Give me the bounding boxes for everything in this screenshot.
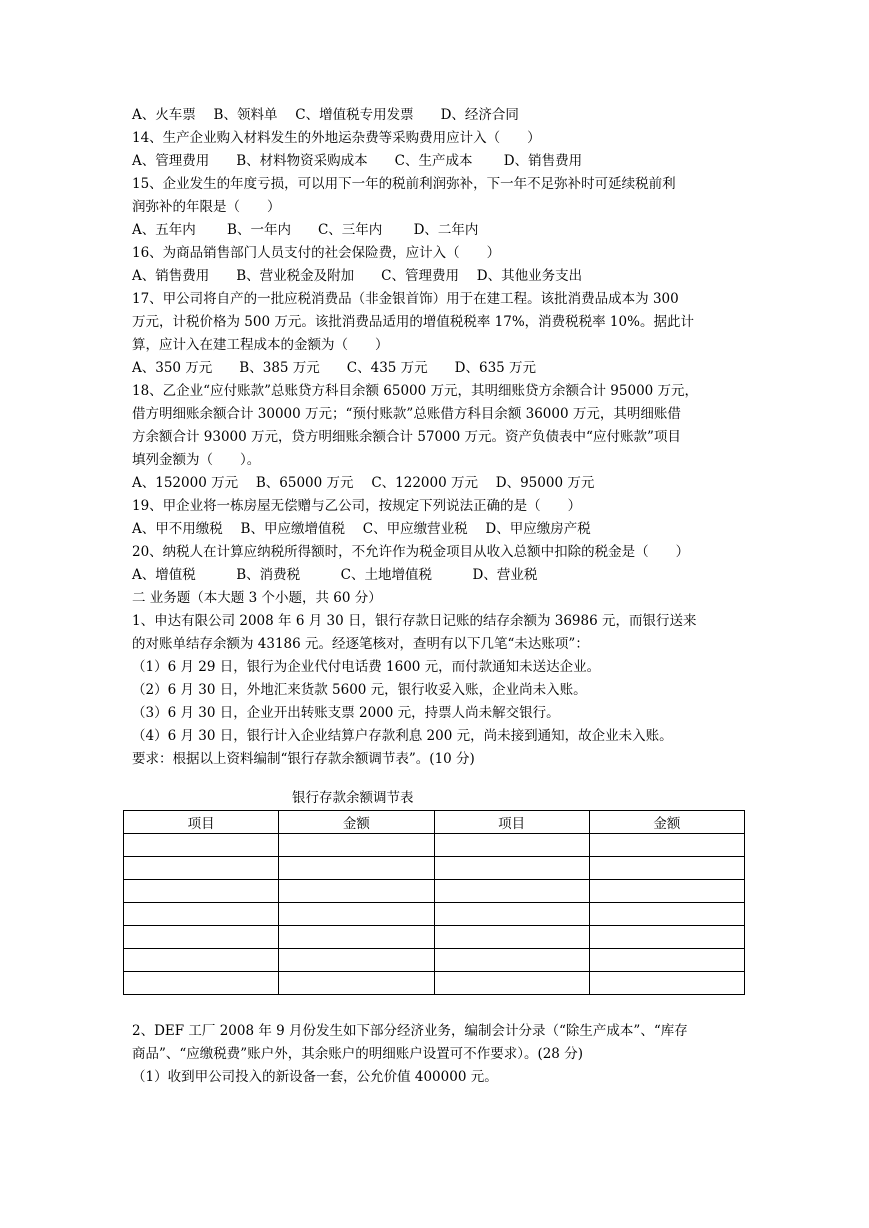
text-line: A、152000 万元 B、65000 万元 C、122000 万元 D、95000 万元 xyxy=(132,475,595,491)
table-cell[interactable] xyxy=(589,880,744,903)
table-cell[interactable] xyxy=(124,949,279,972)
text-line: 方余额合计 93000 万元，贷方明细账余额合计 57000 万元。资产负债表中“应付账款”项目 xyxy=(132,429,681,445)
text-line: （2）6 月 30 日，外地汇来货款 5600 元，银行收妥入账，企业尚未入账。 xyxy=(132,682,587,698)
text-line: 20、纳税人在计算应纳税所得额时，不允许作为税金项目从收入总额中扣除的税金是（ ） xyxy=(132,544,690,560)
text-line: A、五年内 B、一年内 C、三年内 D、二年内 xyxy=(132,222,479,238)
table-cell[interactable] xyxy=(279,903,434,926)
reconciliation-table xyxy=(123,810,745,995)
text-line: 16、为商品销售部门人员支付的社会保险费，应计入（ ） xyxy=(132,245,501,261)
text-line: 1、申达有限公司 2008 年 6 月 30 日，银行存款日记账的结存余额为 36986 元，而银行送来 xyxy=(132,613,697,629)
table-cell[interactable] xyxy=(589,857,744,880)
table-cell[interactable] xyxy=(434,857,589,880)
text-line: A、销售费用 B、营业税金及附加 C、管理费用 D、其他业务支出 xyxy=(132,268,583,284)
text-line: A、甲不用缴税 B、甲应缴增值税 C、甲应缴营业税 D、甲应缴房产税 xyxy=(132,521,591,537)
table-cell[interactable] xyxy=(589,926,744,949)
table-cell[interactable] xyxy=(124,903,279,926)
text-line: 2、DEF 工厂 2008 年 9 月份发生如下部分经济业务，编制会计分录（“除生产成本”、“库存 xyxy=(132,1023,688,1039)
table-cell[interactable] xyxy=(279,880,434,903)
text-line: 算，应计入在建工程成本的金额为（ ） xyxy=(132,337,389,353)
text-line: （4）6 月 30 日，银行计入企业结算户存款利息 200 元，尚未接到通知，故企业未入账。 xyxy=(132,728,673,744)
table-row xyxy=(124,857,745,880)
table-cell[interactable] xyxy=(279,926,434,949)
text-line: （1）6 月 29 日，银行为企业代付电话费 1600 元，而付款通知未送达企业。 xyxy=(132,659,601,675)
text-line: 填列金额为（ ）。 xyxy=(132,452,261,468)
text-line: A、管理费用 B、材料物资采购成本 C、生产成本 D、销售费用 xyxy=(132,153,583,169)
table-cell[interactable] xyxy=(279,834,434,857)
column-header: 金额 xyxy=(589,811,744,834)
table-cell[interactable] xyxy=(124,880,279,903)
table-header-row xyxy=(124,811,745,834)
column-header: 项目 xyxy=(124,811,279,834)
text-line: 润弥补的年限是（ ） xyxy=(132,199,281,215)
table-cell[interactable] xyxy=(434,834,589,857)
text-line: 借方明细账余额合计 30000 万元；“预付账款”总账借方科目余额 36000 万元，其明细账借 xyxy=(132,406,681,422)
table-cell[interactable] xyxy=(589,949,744,972)
table-cell[interactable] xyxy=(434,926,589,949)
column-header: 项目 xyxy=(434,811,589,834)
text-line: A、增值税 B、消费税 C、土地增值税 D、营业税 xyxy=(132,567,538,583)
text-line: 17、甲公司将自产的一批应税消费品（非金银首饰）用于在建工程。该批消费品成本为 300 xyxy=(132,291,679,307)
table-row xyxy=(124,903,745,926)
text-line: 19、甲企业将一栋房屋无偿赠与乙公司，按规定下列说法正确的是（ ） xyxy=(132,498,582,514)
table-cell[interactable] xyxy=(589,972,744,995)
table-row xyxy=(124,880,745,903)
text-line: A、350 万元 B、385 万元 C、435 万元 D、635 万元 xyxy=(132,360,537,376)
text-line: （1）收到甲公司投入的新设备一套，公允价值 400000 元。 xyxy=(132,1069,498,1085)
text-line: 18、乙企业“应付账款”总账贷方科目余额 65000 万元，其明细账贷方余额合计 95000 万元， xyxy=(132,383,699,399)
column-header: 金额 xyxy=(279,811,434,834)
table-title: 银行存款余额调节表 xyxy=(292,790,414,806)
text-line: 15、企业发生的年度亏损，可以用下一年的税前利润弥补，下一年不足弥补时可延续税前利 xyxy=(132,176,676,192)
table-cell[interactable] xyxy=(279,972,434,995)
text-line: 的对账单结存余额为 43186 元。经逐笔核对，查明有以下几笔“未达账项”： xyxy=(132,636,589,652)
table-cell[interactable] xyxy=(589,834,744,857)
text-line: 万元，计税价格为 500 万元。该批消费品适用的增值税税率 17%，消费税税率 10%。据此计 xyxy=(132,314,694,330)
table-cell[interactable] xyxy=(589,903,744,926)
table-cell[interactable] xyxy=(434,949,589,972)
table-cell[interactable] xyxy=(124,972,279,995)
table-cell[interactable] xyxy=(279,949,434,972)
text-line: （3）6 月 30 日，企业开出转账支票 2000 元，持票人尚未解交银行。 xyxy=(132,705,560,721)
table-cell[interactable] xyxy=(124,834,279,857)
table-cell[interactable] xyxy=(124,857,279,880)
table-cell[interactable] xyxy=(434,880,589,903)
text-line: 14、生产企业购入材料发生的外地运杂费等采购费用应计入（ ） xyxy=(132,130,541,146)
table-row xyxy=(124,972,745,995)
text-line: 商品”、“应缴税费”账户外，其余账户的明细账户设置可不作要求）。(28 分) xyxy=(132,1046,583,1062)
table-row xyxy=(124,949,745,972)
text-line: A、火车票 B、领料单 C、增值税专用发票 D、经济合同 xyxy=(132,107,519,123)
table-row xyxy=(124,926,745,949)
table-cell[interactable] xyxy=(434,903,589,926)
text-line: 要求：根据以上资料编制“银行存款余额调节表”。(10 分) xyxy=(132,751,475,767)
table-cell[interactable] xyxy=(434,972,589,995)
section-heading: 二 业务题（本大题 3 个小题，共 60 分） xyxy=(132,590,382,606)
table-cell[interactable] xyxy=(124,926,279,949)
table-cell[interactable] xyxy=(279,857,434,880)
table-row xyxy=(124,834,745,857)
